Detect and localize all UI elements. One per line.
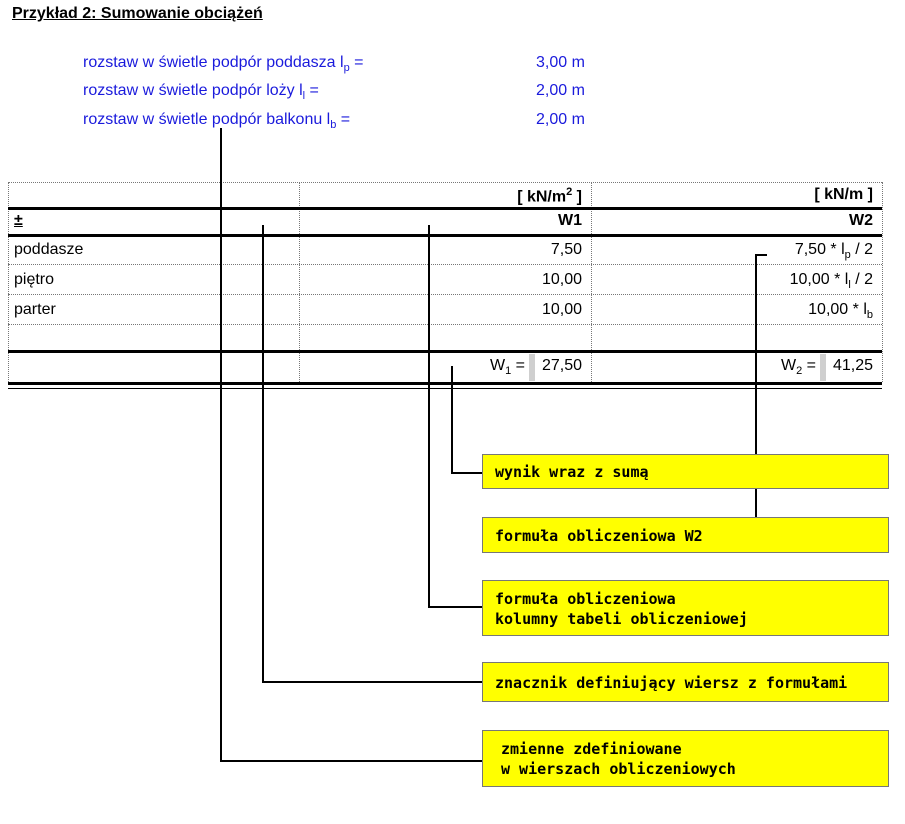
sum-w2-value: 41,25 [832, 357, 873, 374]
sum-w1-value: 27,50 [541, 357, 582, 374]
variable-label-poddasze: rozstaw w świetle podpór poddasza $l_p$ = [83, 54, 364, 75]
variable-value-poddasze: 3,00 m [536, 54, 585, 71]
variable-label-balkon: rozstaw w świetle podpór balkonu $l_b$ = [83, 111, 351, 132]
unit-w2: [ kN/m ] [814, 186, 873, 203]
callout-defined-variables: zmienne zdefiniowane w wierszach obliczeniowych [482, 730, 889, 787]
callout-column-formula: formuła obliczeniowa kolumny tabeli obliczeniowej [482, 580, 889, 636]
callout-formula-w2: formuła obliczeniowa W2 [482, 517, 889, 553]
row-w2-formula: $10,00 * l_b$ [808, 301, 873, 322]
unit-w1: [ $kN/m^2$ ] [517, 186, 582, 206]
variable-label-loza: rozstaw w świetle podpór loży $l_l$ = [83, 82, 319, 103]
variable-value-balkon: 2,00 m [536, 111, 585, 128]
row-w2-formula: $10,00 * l_l / 2$ [789, 271, 873, 292]
column-header-w2: W2 [849, 212, 873, 229]
row-name: poddasze [14, 241, 84, 258]
sum-w1-label: $W_1$ = [489, 357, 525, 378]
formula-row-marker: ± [14, 212, 23, 229]
row-w1-value: 7,50 [550, 241, 582, 258]
sum-w2-label: $W_2$ = [780, 357, 816, 378]
row-name: piętro [14, 271, 55, 288]
row-w1-value: 10,00 [541, 271, 582, 288]
variable-value-loza: 2,00 m [536, 82, 585, 99]
callout-formula-row-marker: znacznik definiujący wiersz z formułami [482, 662, 889, 702]
row-w2-formula: $7,50 * l_p / 2$ [794, 241, 873, 262]
callout-result-with-sum: wynik wraz z sumą [482, 454, 889, 489]
row-name: parter [14, 301, 56, 318]
column-header-w1: W1 [558, 212, 582, 229]
page-title: Przykład 2: Sumowanie obciążeń [12, 5, 263, 22]
row-w1-value: 10,00 [541, 301, 582, 318]
